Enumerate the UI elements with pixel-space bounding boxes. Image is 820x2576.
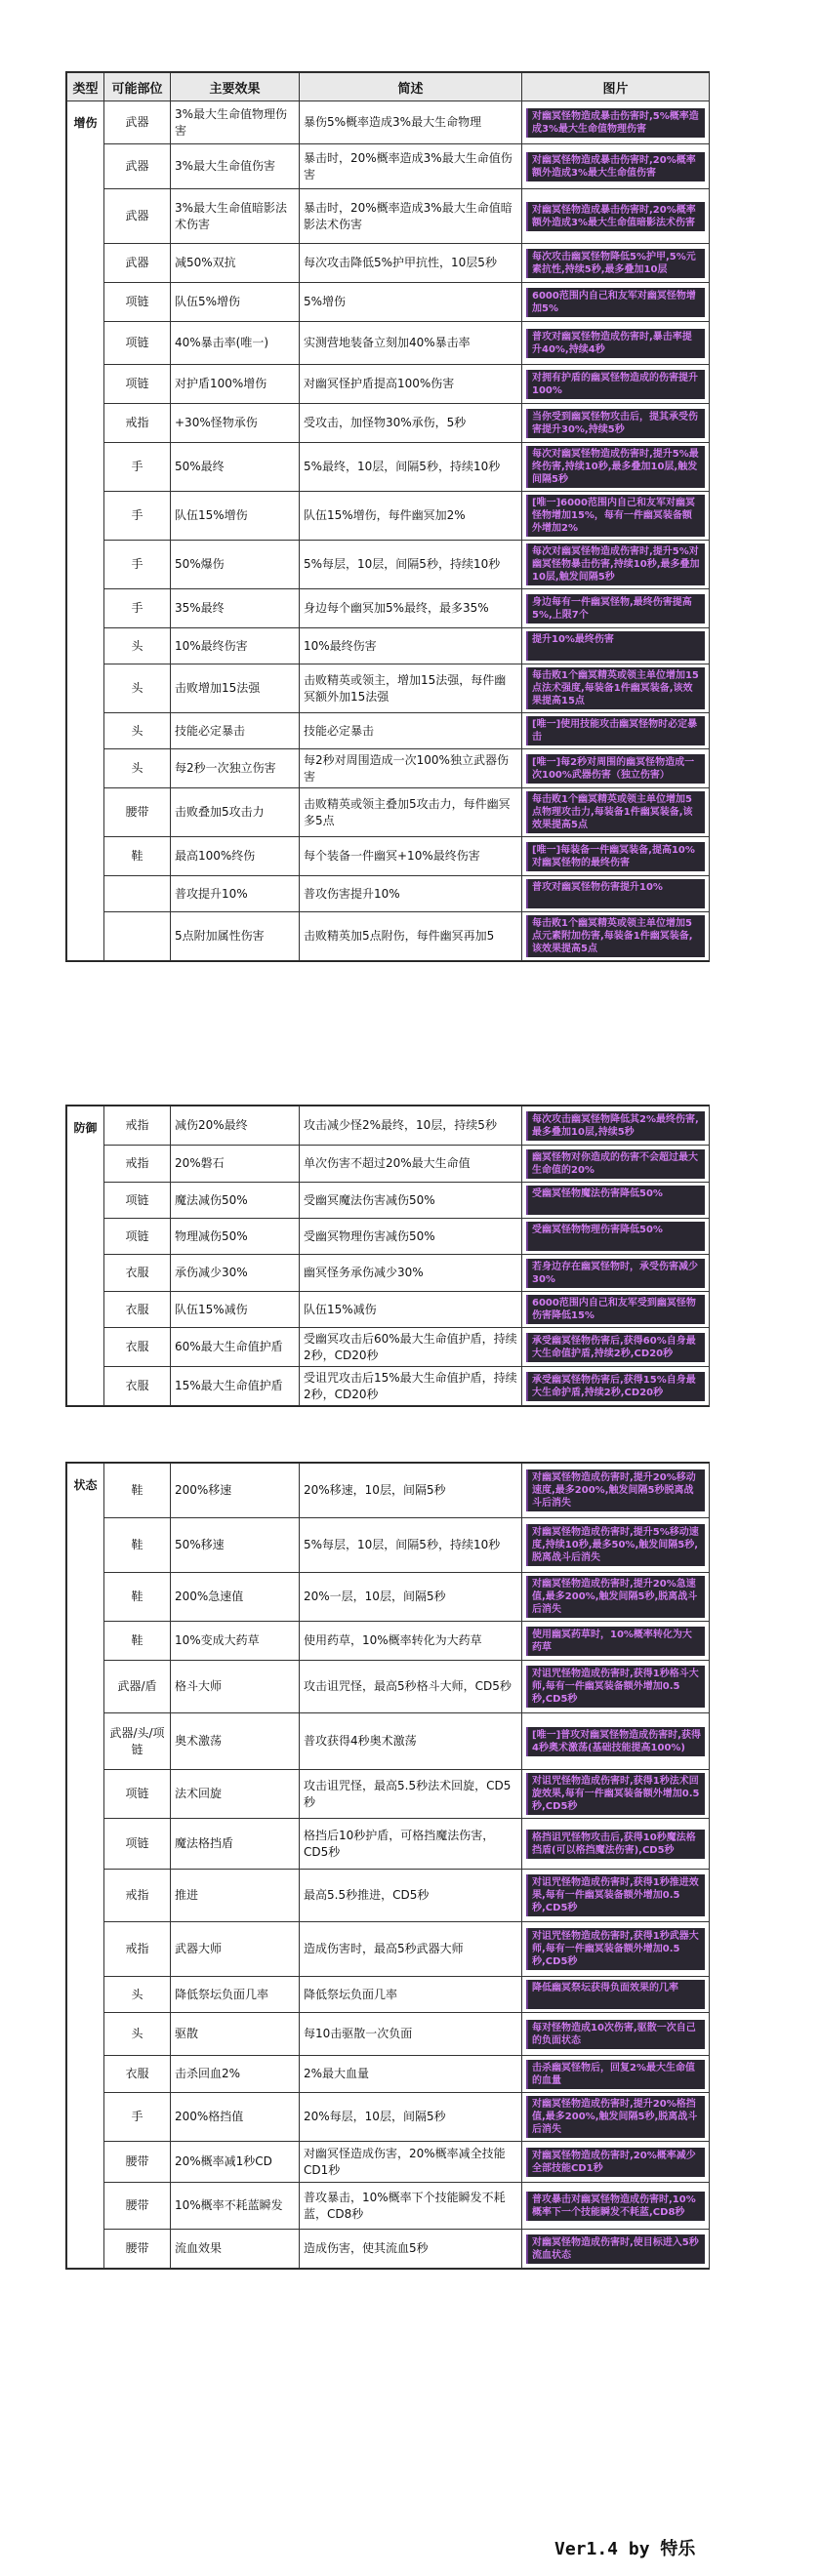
table-row bbox=[67, 1255, 710, 1292]
image-cell bbox=[522, 144, 710, 189]
effect-cell: 减伤20%最终 bbox=[171, 1107, 300, 1146]
desc-cell: 队伍15%减伤 bbox=[300, 1292, 522, 1328]
image-cell bbox=[522, 1573, 710, 1622]
slot-cell: 头 bbox=[104, 713, 171, 749]
item-tooltip-image: [唯一]普攻对幽冥怪物造成伤害时,获得4秒奥术激荡(基础技能提高100%) bbox=[526, 1727, 705, 1756]
effect-cell: +30%怪物承伤 bbox=[171, 404, 300, 443]
table-row bbox=[67, 2183, 710, 2230]
effect-cell: 200%格挡值 bbox=[171, 2093, 300, 2142]
section-status bbox=[65, 1462, 710, 2270]
table-row bbox=[67, 1922, 710, 1977]
table-row bbox=[67, 2093, 710, 2142]
desc-cell: 使用药草，10%概率转化为大药草 bbox=[300, 1622, 522, 1661]
effect-cell: 对护盾100%增伤 bbox=[171, 365, 300, 404]
effect-cell: 降低祭坛负面几率 bbox=[171, 1977, 300, 2013]
desc-cell: 普攻获得4秒奥术激荡 bbox=[300, 1713, 522, 1770]
image-cell bbox=[522, 1146, 710, 1183]
table-row bbox=[67, 1328, 710, 1367]
slot-cell: 衣服 bbox=[104, 1255, 171, 1292]
desc-cell: 每10击驱散一次负面 bbox=[300, 2013, 522, 2056]
effect-cell: 每2秒一次独立伤害 bbox=[171, 749, 300, 788]
slot-cell: 头 bbox=[104, 1977, 171, 2013]
image-cell bbox=[522, 1870, 710, 1922]
image-cell bbox=[522, 2093, 710, 2142]
table-row bbox=[67, 1518, 710, 1573]
item-tooltip-image: 每次对幽冥怪物造成伤害时,提升5%对幽冥怪物暴击伤害,持续10秒,最多叠加10层,触发间隔5秒 bbox=[526, 543, 705, 585]
item-tooltip-image: 当你受到幽冥怪物攻击后，提其承受伤害提升30%,持续5秒 bbox=[526, 409, 705, 438]
table-row bbox=[67, 1183, 710, 1219]
item-tooltip-image: 对幽冥怪物造成伤害时,提升20%急速值,最多200%,触发间隔5秒,脱离战斗后消失 bbox=[526, 1576, 705, 1618]
image-cell bbox=[522, 1367, 710, 1406]
image-cell bbox=[522, 492, 710, 541]
slot-cell: 衣服 bbox=[104, 1367, 171, 1406]
item-tooltip-image: 对幽冥怪物造成伤害时,提升20%移动速度,最多200%,触发间隔5秒脱离战斗后消失 bbox=[526, 1469, 705, 1511]
effect-cell: 减50%双抗 bbox=[171, 244, 300, 283]
desc-cell: 击败精英或领主，增加15法强，每件幽冥额外加15法强 bbox=[300, 664, 522, 713]
image-cell bbox=[522, 1328, 710, 1367]
table-row bbox=[67, 1146, 710, 1183]
section-defense bbox=[65, 1105, 710, 1407]
section-type-label: 状态 bbox=[67, 1464, 104, 2269]
image-cell bbox=[522, 664, 710, 713]
item-tooltip-image: 击杀幽冥怪物后，回复2%最大生命值的血量 bbox=[526, 2060, 705, 2089]
slot-cell: 武器/头/项链 bbox=[104, 1713, 171, 1770]
item-tooltip-image: 承受幽冥怪物伤害后,获得60%自身最大生命值护盾,持续2秒,CD20秒 bbox=[526, 1333, 705, 1362]
image-cell bbox=[522, 912, 710, 961]
slot-cell: 戒指 bbox=[104, 1146, 171, 1183]
image-cell bbox=[522, 1977, 710, 2013]
table-row bbox=[67, 1107, 710, 1146]
desc-cell: 击败精英或领主叠加5攻击力，每件幽冥多5点 bbox=[300, 788, 522, 837]
item-tooltip-image: 对诅咒怪物造成伤害时,获得1秒法术回旋效果,每有一件幽冥装备额外增加0.5秒,CD5秒 bbox=[526, 1773, 705, 1815]
item-tooltip-image: [唯一]6000范围内自己和友军对幽冥怪物增加15%，每有一件幽冥装备额外增加2% bbox=[526, 495, 705, 537]
table-row bbox=[67, 144, 710, 189]
item-tooltip-image: 对诅咒怪物造成伤害时,获得1秒推进效果,每有一件幽冥装备额外增加0.5秒,CD5秒 bbox=[526, 1874, 705, 1916]
slot-cell: 鞋 bbox=[104, 1518, 171, 1573]
slot-cell bbox=[104, 912, 171, 961]
slot-cell: 项链 bbox=[104, 1770, 171, 1819]
image-cell bbox=[522, 404, 710, 443]
table-row bbox=[67, 1622, 710, 1661]
effect-cell: 200%移速 bbox=[171, 1464, 300, 1518]
table-row bbox=[67, 541, 710, 589]
effect-cell: 10%变成大药草 bbox=[171, 1622, 300, 1661]
item-tooltip-image: 对幽冥怪物造成伤害时,20%概率减少全部技能CD1秒 bbox=[526, 2148, 705, 2177]
image-cell bbox=[522, 1819, 710, 1870]
slot-cell: 戒指 bbox=[104, 1870, 171, 1922]
table-row bbox=[67, 2230, 710, 2269]
slot-cell bbox=[104, 876, 171, 912]
effect-cell: 格斗大师 bbox=[171, 1661, 300, 1713]
effect-cell: 10%最终伤害 bbox=[171, 628, 300, 664]
effect-cell: 魔法减伤50% bbox=[171, 1183, 300, 1219]
effect-cell: 50%移速 bbox=[171, 1518, 300, 1573]
desc-cell: 降低祭坛负面几率 bbox=[300, 1977, 522, 2013]
slot-cell: 腰带 bbox=[104, 2142, 171, 2183]
desc-cell: 每2秒对周围造成一次100%独立武器伤害 bbox=[300, 749, 522, 788]
table-row bbox=[67, 749, 710, 788]
image-cell bbox=[522, 1464, 710, 1518]
desc-cell: 队伍15%增伤，每件幽冥加2% bbox=[300, 492, 522, 541]
header-image: 图片 bbox=[522, 73, 710, 101]
desc-cell: 攻击减少怪2%最终，10层，持续5秒 bbox=[300, 1107, 522, 1146]
item-tooltip-image: 提升10%最终伤害 bbox=[526, 631, 705, 661]
slot-cell: 项链 bbox=[104, 1183, 171, 1219]
table-row bbox=[67, 876, 710, 912]
desc-cell: 20%每层，10层，间隔5秒 bbox=[300, 2093, 522, 2142]
effects-table bbox=[66, 72, 710, 961]
item-tooltip-image: 使用幽冥药草时，10%概率转化为大药草 bbox=[526, 1627, 705, 1656]
desc-cell: 技能必定暴击 bbox=[300, 713, 522, 749]
item-tooltip-image: 每击败1个幽冥精英或领主单位增加15点法术强度,每装备1件幽冥装备,该效果提高15点 bbox=[526, 667, 705, 709]
table-row bbox=[67, 1661, 710, 1713]
section-type-label: 防御 bbox=[67, 1107, 104, 1406]
table-row bbox=[67, 404, 710, 443]
item-tooltip-image: [唯一]每装备一件幽冥装备,提高10%对幽冥怪物的最终伤害 bbox=[526, 842, 705, 871]
table-row bbox=[67, 2142, 710, 2183]
image-cell bbox=[522, 2056, 710, 2093]
image-cell bbox=[522, 101, 710, 144]
desc-cell: 最高5.5秒推进，CD5秒 bbox=[300, 1870, 522, 1922]
item-tooltip-image: 普攻对幽冥怪物造成伤害时,暴击率提升40%,持续4秒 bbox=[526, 329, 705, 358]
table-row bbox=[67, 322, 710, 365]
item-tooltip-image: 对幽冥怪物造成伤害时,提升5%移动速度,持续10秒,最多50%,触发间隔5秒,脱离战斗后消失 bbox=[526, 1524, 705, 1566]
header-row bbox=[67, 73, 710, 101]
table-row bbox=[67, 2056, 710, 2093]
slot-cell: 项链 bbox=[104, 1819, 171, 1870]
image-cell bbox=[522, 2183, 710, 2230]
desc-cell: 单次伤害不超过20%最大生命值 bbox=[300, 1146, 522, 1183]
desc-cell: 5%最终，10层，间隔5秒，持续10秒 bbox=[300, 443, 522, 492]
effect-cell: 3%最大生命值伤害 bbox=[171, 144, 300, 189]
effect-cell: 击杀回血2% bbox=[171, 2056, 300, 2093]
item-tooltip-image: 每击败1个幽冥精英或领主单位增加5点物理攻击力,每装备1件幽冥装备,该效果提高5点 bbox=[526, 791, 705, 833]
desc-cell: 击败精英加5点附伤，每件幽冥再加5 bbox=[300, 912, 522, 961]
desc-cell: 对幽冥怪造成伤害，20%概率减全技能CD1秒 bbox=[300, 2142, 522, 2183]
item-tooltip-image: 对幽冥怪物造成伤害时,提升20%格挡值,最多200%,触发间隔5秒,脱离战斗后消失 bbox=[526, 2096, 705, 2138]
table-row bbox=[67, 1713, 710, 1770]
desc-cell: 暴击时，20%概率造成3%最大生命值伤害 bbox=[300, 144, 522, 189]
desc-cell: 攻击诅咒怪，最高5秒格斗大师，CD5秒 bbox=[300, 1661, 522, 1713]
effect-cell: 35%最终 bbox=[171, 589, 300, 628]
slot-cell: 手 bbox=[104, 589, 171, 628]
desc-cell: 暴伤5%概率造成3%最大生命物理 bbox=[300, 101, 522, 144]
desc-cell: 2%最大血量 bbox=[300, 2056, 522, 2093]
table-row bbox=[67, 443, 710, 492]
table-row bbox=[67, 1573, 710, 1622]
desc-cell: 5%每层，10层，间隔5秒，持续10秒 bbox=[300, 541, 522, 589]
table-row bbox=[67, 189, 710, 244]
image-cell bbox=[522, 2013, 710, 2056]
table-row bbox=[67, 1977, 710, 2013]
slot-cell: 戒指 bbox=[104, 1922, 171, 1977]
effect-cell: 50%最终 bbox=[171, 443, 300, 492]
desc-cell: 攻击诅咒怪，最高5.5秒法术回旋，CD5秒 bbox=[300, 1770, 522, 1819]
slot-cell: 头 bbox=[104, 628, 171, 664]
desc-cell: 对幽冥怪护盾提高100%伤害 bbox=[300, 365, 522, 404]
item-tooltip-image: 承受幽冥怪物伤害后,获得15%自身最大生命护盾,持续2秒,CD20秒 bbox=[526, 1372, 705, 1401]
slot-cell: 头 bbox=[104, 2013, 171, 2056]
slot-cell: 武器 bbox=[104, 244, 171, 283]
desc-cell: 格挡后10秒护盾，可格挡魔法伤害，CD5秒 bbox=[300, 1819, 522, 1870]
item-tooltip-image: 普攻对幽冥怪物伤害提升10% bbox=[526, 879, 705, 908]
effect-cell: 15%最大生命值护盾 bbox=[171, 1367, 300, 1406]
image-cell bbox=[522, 876, 710, 912]
desc-cell: 实测营地装备立刻加40%暴击率 bbox=[300, 322, 522, 365]
item-tooltip-image: 每次攻击幽冥怪物降低5%护甲,5%元素抗性,持续5秒,最多叠加10层 bbox=[526, 249, 705, 278]
effect-cell: 20%磐石 bbox=[171, 1146, 300, 1183]
item-tooltip-image: 降低幽冥祭坛获得负面效果的几率 bbox=[526, 1980, 705, 2009]
effect-cell: 5点附加属性伤害 bbox=[171, 912, 300, 961]
slot-cell: 项链 bbox=[104, 1219, 171, 1255]
effect-cell: 20%概率减1秒CD bbox=[171, 2142, 300, 2183]
image-cell bbox=[522, 837, 710, 876]
slot-cell: 项链 bbox=[104, 322, 171, 365]
slot-cell: 头 bbox=[104, 664, 171, 713]
desc-cell: 身边每个幽冥加5%最终，最多35% bbox=[300, 589, 522, 628]
effect-cell: 击败叠加5攻击力 bbox=[171, 788, 300, 837]
desc-cell: 受幽冥攻击后60%最大生命值护盾，持续2秒，CD20秒 bbox=[300, 1328, 522, 1367]
slot-cell: 衣服 bbox=[104, 1328, 171, 1367]
table-row bbox=[67, 628, 710, 664]
table-row bbox=[67, 1770, 710, 1819]
desc-cell: 造成伤害时，最高5秒武器大师 bbox=[300, 1922, 522, 1977]
table-row bbox=[67, 2013, 710, 2056]
item-tooltip-image: [唯一]使用技能攻击幽冥怪物时必定暴击 bbox=[526, 716, 705, 745]
effect-cell: 推进 bbox=[171, 1870, 300, 1922]
slot-cell: 腰带 bbox=[104, 2230, 171, 2269]
item-tooltip-image: 受幽冥怪物魔法伤害降低50% bbox=[526, 1186, 705, 1215]
image-cell bbox=[522, 365, 710, 404]
slot-cell: 鞋 bbox=[104, 1573, 171, 1622]
image-cell bbox=[522, 1219, 710, 1255]
slot-cell: 衣服 bbox=[104, 2056, 171, 2093]
image-cell bbox=[522, 589, 710, 628]
desc-cell: 20%移速，10层，间隔5秒 bbox=[300, 1464, 522, 1518]
table-row bbox=[67, 713, 710, 749]
desc-cell: 受幽冥物理伤害减伤50% bbox=[300, 1219, 522, 1255]
image-cell bbox=[522, 1255, 710, 1292]
slot-cell: 衣服 bbox=[104, 1292, 171, 1328]
effects-table bbox=[66, 1463, 710, 2269]
image-cell bbox=[522, 244, 710, 283]
image-cell bbox=[522, 713, 710, 749]
slot-cell: 武器 bbox=[104, 144, 171, 189]
table-row bbox=[67, 837, 710, 876]
slot-cell: 头 bbox=[104, 749, 171, 788]
version-footer: Ver1.4 by 特乐 bbox=[554, 2539, 696, 2559]
slot-cell: 项链 bbox=[104, 365, 171, 404]
item-tooltip-image: 每次攻击幽冥怪物降低其2%最终伤害,最多叠加10层,持续5秒 bbox=[526, 1111, 705, 1141]
effect-cell: 40%暴击率(唯一) bbox=[171, 322, 300, 365]
item-tooltip-image: 对幽冥怪物造成暴击伤害时,20%概率额外造成3%最大生命值伤害 bbox=[526, 152, 705, 181]
table-row bbox=[67, 1292, 710, 1328]
slot-cell: 手 bbox=[104, 443, 171, 492]
image-cell bbox=[522, 541, 710, 589]
effect-cell: 武器大师 bbox=[171, 1922, 300, 1977]
effect-cell: 击败增加15法强 bbox=[171, 664, 300, 713]
effect-cell: 队伍5%增伤 bbox=[171, 283, 300, 322]
item-tooltip-image: 对诅咒怪物造成伤害时,获得1秒格斗大师,每有一件幽冥装备额外增加0.5秒,CD5秒 bbox=[526, 1666, 705, 1708]
image-cell bbox=[522, 2230, 710, 2269]
desc-cell: 造成伤害，使其流血5秒 bbox=[300, 2230, 522, 2269]
desc-cell: 5%增伤 bbox=[300, 283, 522, 322]
desc-cell: 5%每层，10层，间隔5秒，持续10秒 bbox=[300, 1518, 522, 1573]
slot-cell: 鞋 bbox=[104, 1622, 171, 1661]
desc-cell: 暴击时，20%概率造成3%最大生命值暗影法术伤害 bbox=[300, 189, 522, 244]
desc-cell: 20%一层，10层，间隔5秒 bbox=[300, 1573, 522, 1622]
image-cell bbox=[522, 1622, 710, 1661]
slot-cell: 手 bbox=[104, 2093, 171, 2142]
effect-cell: 3%最大生命值暗影法术伤害 bbox=[171, 189, 300, 244]
table-row bbox=[67, 365, 710, 404]
image-cell bbox=[522, 1713, 710, 1770]
image-cell bbox=[522, 283, 710, 322]
image-cell bbox=[522, 443, 710, 492]
desc-cell: 10%最终伤害 bbox=[300, 628, 522, 664]
table-row bbox=[67, 788, 710, 837]
table-row bbox=[67, 101, 710, 144]
header-effect: 主要效果 bbox=[171, 73, 300, 101]
item-tooltip-image: 幽冥怪物对你造成的伤害不会超过最大生命值的20% bbox=[526, 1149, 705, 1179]
table-row bbox=[67, 664, 710, 713]
table-row bbox=[67, 1870, 710, 1922]
section-type-label: 增伤 bbox=[67, 101, 104, 961]
desc-cell: 普攻伤害提升10% bbox=[300, 876, 522, 912]
item-tooltip-image: 每击败1个幽冥精英或领主单位增加5点元素附加伤害,每装备1件幽冥装备,该效果提高5点 bbox=[526, 915, 705, 957]
effect-cell: 队伍15%减伤 bbox=[171, 1292, 300, 1328]
effects-table bbox=[66, 1106, 710, 1406]
table-row bbox=[67, 912, 710, 961]
desc-cell: 普攻暴击，10%概率下个技能瞬发不耗蓝，CD8秒 bbox=[300, 2183, 522, 2230]
image-cell bbox=[522, 322, 710, 365]
item-tooltip-image: 普攻暴击对幽冥怪物造成伤害时,10%概率下一个技能瞬发不耗蓝,CD8秒 bbox=[526, 2192, 705, 2221]
desc-cell: 每个装备一件幽冥+10%最终伤害 bbox=[300, 837, 522, 876]
effect-cell: 队伍15%增伤 bbox=[171, 492, 300, 541]
slot-cell: 鞋 bbox=[104, 837, 171, 876]
table-row bbox=[67, 244, 710, 283]
image-cell bbox=[522, 1107, 710, 1146]
desc-cell: 受攻击，加怪物30%承伤，5秒 bbox=[300, 404, 522, 443]
effect-cell: 驱散 bbox=[171, 2013, 300, 2056]
item-tooltip-image: 对幽冥怪物造成暴击伤害时,20%概率额外造成3%最大生命值暗影法术伤害 bbox=[526, 202, 705, 231]
slot-cell: 手 bbox=[104, 541, 171, 589]
table-row bbox=[67, 1819, 710, 1870]
slot-cell: 武器 bbox=[104, 101, 171, 144]
effect-cell: 魔法格挡盾 bbox=[171, 1819, 300, 1870]
effect-cell: 技能必定暴击 bbox=[171, 713, 300, 749]
desc-cell: 幽冥怪务承伤减少30% bbox=[300, 1255, 522, 1292]
header-type: 类型 bbox=[67, 73, 104, 101]
effect-cell: 普攻提升10% bbox=[171, 876, 300, 912]
table-row bbox=[67, 1367, 710, 1406]
image-cell bbox=[522, 189, 710, 244]
slot-cell: 手 bbox=[104, 492, 171, 541]
slot-cell: 腰带 bbox=[104, 2183, 171, 2230]
slot-cell: 腰带 bbox=[104, 788, 171, 837]
effect-cell: 物理减伤50% bbox=[171, 1219, 300, 1255]
image-cell bbox=[522, 2142, 710, 2183]
image-cell bbox=[522, 1922, 710, 1977]
item-tooltip-image: [唯一]每2秒对周围的幽冥怪物造成一次100%武器伤害（独立伤害） bbox=[526, 754, 705, 784]
slot-cell: 戒指 bbox=[104, 1107, 171, 1146]
table-row bbox=[67, 1219, 710, 1255]
header-desc: 简述 bbox=[300, 73, 522, 101]
effect-cell: 流血效果 bbox=[171, 2230, 300, 2269]
image-cell bbox=[522, 1661, 710, 1713]
item-tooltip-image: 若身边存在幽冥怪物时，承受伤害减少30% bbox=[526, 1259, 705, 1288]
slot-cell: 武器 bbox=[104, 189, 171, 244]
effect-cell: 10%概率不耗蓝瞬发 bbox=[171, 2183, 300, 2230]
section-damage bbox=[65, 71, 710, 962]
effect-cell: 最高100%终伤 bbox=[171, 837, 300, 876]
item-tooltip-image: 6000范围内自己和友军受到幽冥怪物伤害降低15% bbox=[526, 1295, 705, 1324]
effect-cell: 50%爆伤 bbox=[171, 541, 300, 589]
table-row bbox=[67, 492, 710, 541]
desc-cell: 每次攻击降低5%护甲抗性，10层5秒 bbox=[300, 244, 522, 283]
header-slot: 可能部位 bbox=[104, 73, 171, 101]
effect-cell: 200%急速值 bbox=[171, 1573, 300, 1622]
table-row bbox=[67, 589, 710, 628]
image-cell bbox=[522, 749, 710, 788]
slot-cell: 项链 bbox=[104, 283, 171, 322]
slot-cell: 鞋 bbox=[104, 1464, 171, 1518]
item-tooltip-image: 6000范围内自己和友军对幽冥怪物增加5% bbox=[526, 288, 705, 317]
image-cell bbox=[522, 1770, 710, 1819]
item-tooltip-image: 每次对幽冥怪物造成伤害时,提升5%最终伤害,持续10秒,最多叠加10层,触发间隔5秒 bbox=[526, 446, 705, 488]
item-tooltip-image: 对幽冥怪物造成伤害时,使目标进入5秒流血状态 bbox=[526, 2234, 705, 2264]
effect-cell: 60%最大生命值护盾 bbox=[171, 1328, 300, 1367]
desc-cell: 受幽冥魔法伤害减伤50% bbox=[300, 1183, 522, 1219]
effect-cell: 承伤减少30% bbox=[171, 1255, 300, 1292]
image-cell bbox=[522, 1183, 710, 1219]
table-row bbox=[67, 283, 710, 322]
item-tooltip-image: 对拥有护盾的幽冥怪物造成的伤害提升100% bbox=[526, 370, 705, 399]
item-tooltip-image: 身边每有一件幽冥怪物,最终伤害提高5%,上限7个 bbox=[526, 594, 705, 624]
item-tooltip-image: 受幽冥怪物物理伤害降低50% bbox=[526, 1222, 705, 1251]
desc-cell: 受诅咒攻击后15%最大生命值护盾，持续2秒，CD20秒 bbox=[300, 1367, 522, 1406]
image-cell bbox=[522, 1292, 710, 1328]
item-tooltip-image: 格挡诅咒怪物攻击后,获得10秒魔法格挡盾(可以格挡魔法伤害),CD5秒 bbox=[526, 1830, 705, 1859]
table-row bbox=[67, 1464, 710, 1518]
image-cell bbox=[522, 1518, 710, 1573]
item-tooltip-image: 对幽冥怪物造成暴击伤害时,5%概率造成3%最大生命值物理伤害 bbox=[526, 108, 705, 138]
image-cell bbox=[522, 628, 710, 664]
image-cell bbox=[522, 788, 710, 837]
item-tooltip-image: 每对怪物造成10次伤害,驱散一次自己的负面状态 bbox=[526, 2020, 705, 2049]
effect-cell: 奥术激荡 bbox=[171, 1713, 300, 1770]
effect-cell: 3%最大生命值物理伤害 bbox=[171, 101, 300, 144]
slot-cell: 武器/盾 bbox=[104, 1661, 171, 1713]
item-tooltip-image: 对诅咒怪物造成伤害时,获得1秒武器大师,每有一件幽冥装备额外增加0.5秒,CD5秒 bbox=[526, 1928, 705, 1970]
effect-cell: 法术回旋 bbox=[171, 1770, 300, 1819]
slot-cell: 戒指 bbox=[104, 404, 171, 443]
